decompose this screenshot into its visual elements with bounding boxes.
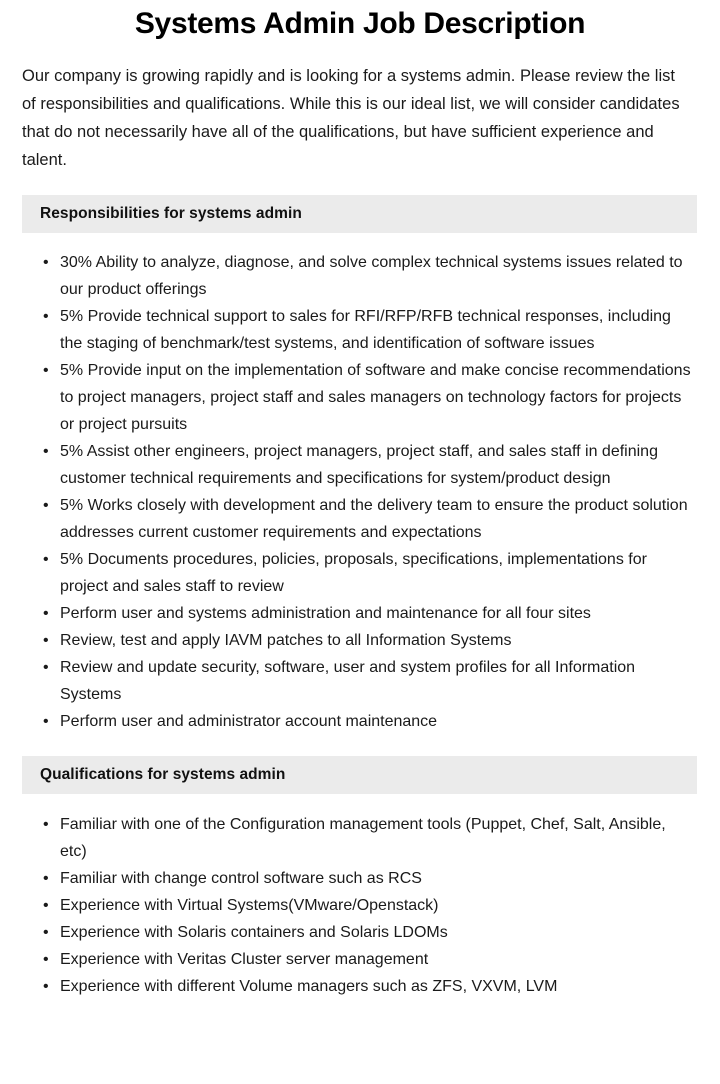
qualifications-list — [0, 794, 720, 1000]
list-item: • 5% Assist other engineers, project managers, project staff, and sales staff in defining customer technical requirements and specifications for system/product design — [60, 438, 692, 492]
list-item: • Review and update security, software, user and system profiles for all Information Systems — [60, 654, 692, 708]
list-item: • 5% Provide technical support to sales for RFI/RFP/RFB technical responses, including the staging of benchmark/test systems, and identification of software issues — [60, 303, 692, 357]
page-title: Systems Admin Job Description — [134, 7, 586, 40]
list-item: • 5% Documents procedures, policies, proposals, specifications, implementations for project and sales staff to review — [60, 546, 692, 600]
intro-paragraph: Our company is growing rapidly and is looking for a systems admin. Please review the list of responsibilities and qualifications. While this is our ideal list, we will consider candidates that do not necessarily have all of the qualifications, but have sufficient experience and talent. — [22, 67, 680, 169]
list-item: • Experience with Virtual Systems(VMware/Openstack) — [60, 892, 692, 919]
responsibilities-heading-label: Responsibilities for systems admin — [40, 205, 302, 222]
list-item: • Perform user and systems administration and maintenance for all four sites — [60, 600, 692, 627]
list-item: • 5% Provide input on the implementation of software and make concise recommendations to project managers, project staff and sales managers on technology factors for projects or project pursuits — [60, 357, 692, 438]
list-item: • Familiar with one of the Configuration management tools (Puppet, Chef, Salt, Ansible, etc) — [60, 811, 692, 865]
list-item: • Experience with Solaris containers and Solaris LDOMs — [60, 919, 692, 946]
responsibilities-list — [0, 233, 720, 735]
list-item: • Perform user and administrator account maintenance — [60, 708, 692, 735]
qualifications-heading-label: Qualifications for systems admin — [40, 766, 286, 783]
responsibilities-section-header — [22, 195, 697, 233]
qualifications-section-header — [22, 756, 697, 794]
list-item: • Familiar with change control software such as RCS — [60, 865, 692, 892]
list-item: • Experience with Veritas Cluster server management — [60, 946, 692, 973]
list-item: • 5% Works closely with development and the delivery team to ensure the product solution addresses current customer requirements and expectations — [60, 492, 692, 546]
list-item: • Review, test and apply IAVM patches to all Information Systems — [60, 627, 692, 654]
list-item: • 30% Ability to analyze, diagnose, and solve complex technical systems issues related to our product offerings — [60, 249, 692, 303]
list-item: • Experience with different Volume managers such as ZFS, VXVM, LVM — [60, 973, 692, 1000]
